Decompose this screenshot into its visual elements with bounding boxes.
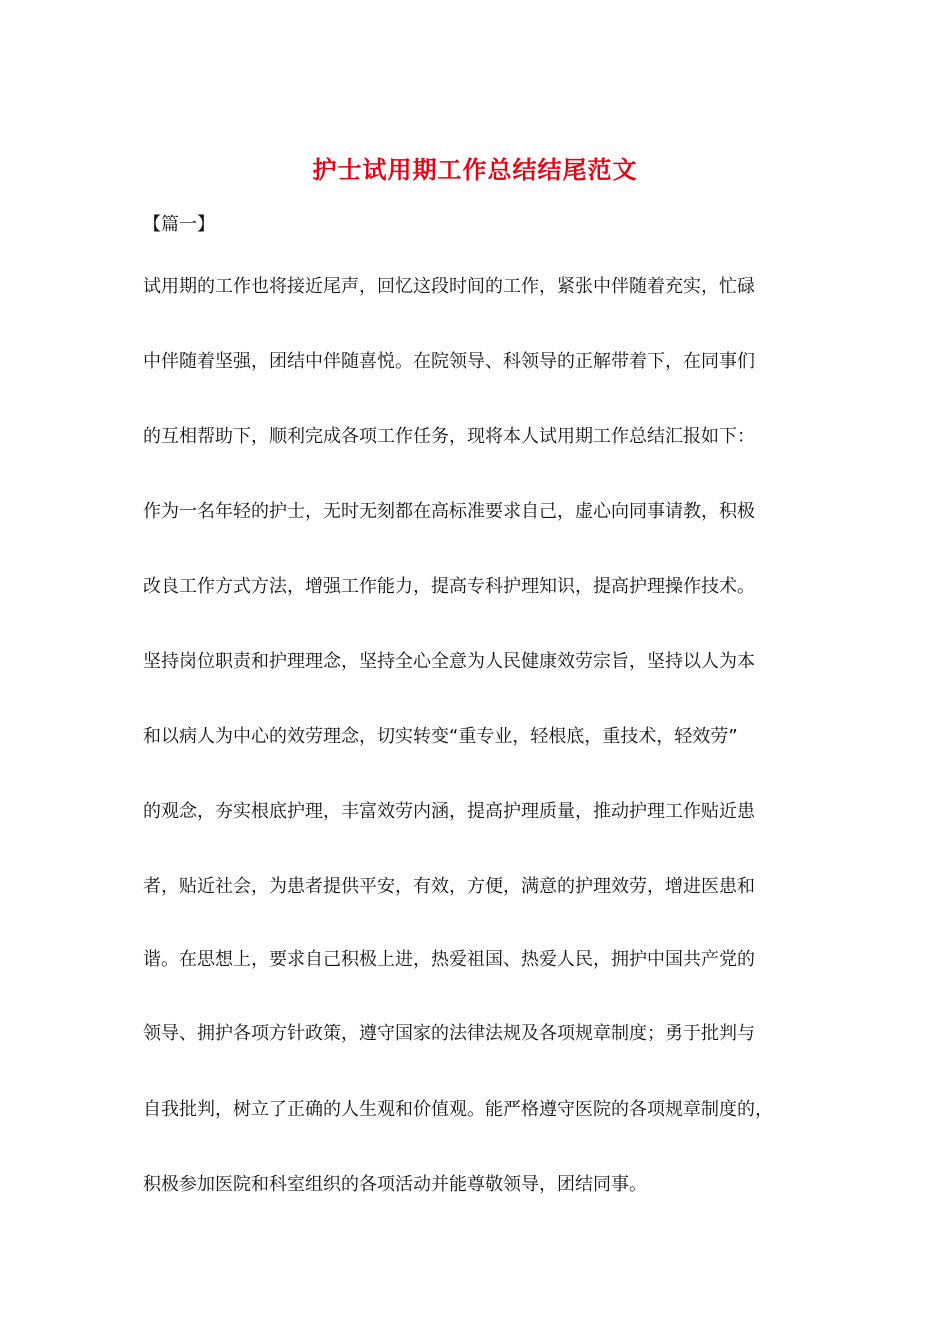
- paragraph-line: 的观念，夯实根底护理，丰富效劳内涵，提高护理质量，推动护理工作贴近患: [143, 801, 755, 822]
- document-title: 护士试用期工作总结结尾范文: [312, 155, 638, 184]
- section-heading: 【篇一】: [143, 214, 215, 235]
- paragraph-line: 作为一名年轻的护士，无时无刻都在高标准要求自己，虚心向同事请教，积极: [143, 501, 755, 522]
- paragraph-line: 领导、拥护各项方针政策，遵守国家的法律法规及各项规章制度；勇于批判与: [143, 1023, 755, 1044]
- paragraph-line: 自我批判，树立了正确的人生观和价值观。能严格遵守医院的各项规章制度的，: [143, 1099, 773, 1120]
- paragraph-line: 的互相帮助下，顺利完成各项工作任务，现将本人试用期工作总结汇报如下：: [143, 426, 755, 447]
- paragraph-line: 中伴随着坚强，团结中伴随喜悦。在院领导、科领导的正解带着下，在同事们: [143, 351, 755, 372]
- paragraph-line: 和以病人为中心的效劳理念，切实转变“重专业，轻根底，重技术，轻效劳”: [143, 726, 738, 747]
- paragraph-line: 者，贴近社会，为患者提供平安，有效，方便，满意的护理效劳，增进医患和: [143, 876, 755, 897]
- paragraph-line: 积极参加医院和科室组织的各项活动并能尊敬领导，团结同事。: [143, 1174, 647, 1195]
- paragraph-line: 谐。在思想上，要求自己积极上进，热爱祖国、热爱人民，拥护中国共产党的: [143, 949, 755, 970]
- paragraph-line: 改良工作方式方法，增强工作能力，提高专科护理知识，提高护理操作技术。: [143, 576, 755, 597]
- paragraph-line: 坚持岗位职责和护理理念，坚持全心全意为人民健康效劳宗旨，坚持以人为本: [143, 651, 755, 672]
- paragraph-line: 试用期的工作也将接近尾声，回忆这段时间的工作，紧张中伴随着充实，忙碌: [143, 276, 755, 297]
